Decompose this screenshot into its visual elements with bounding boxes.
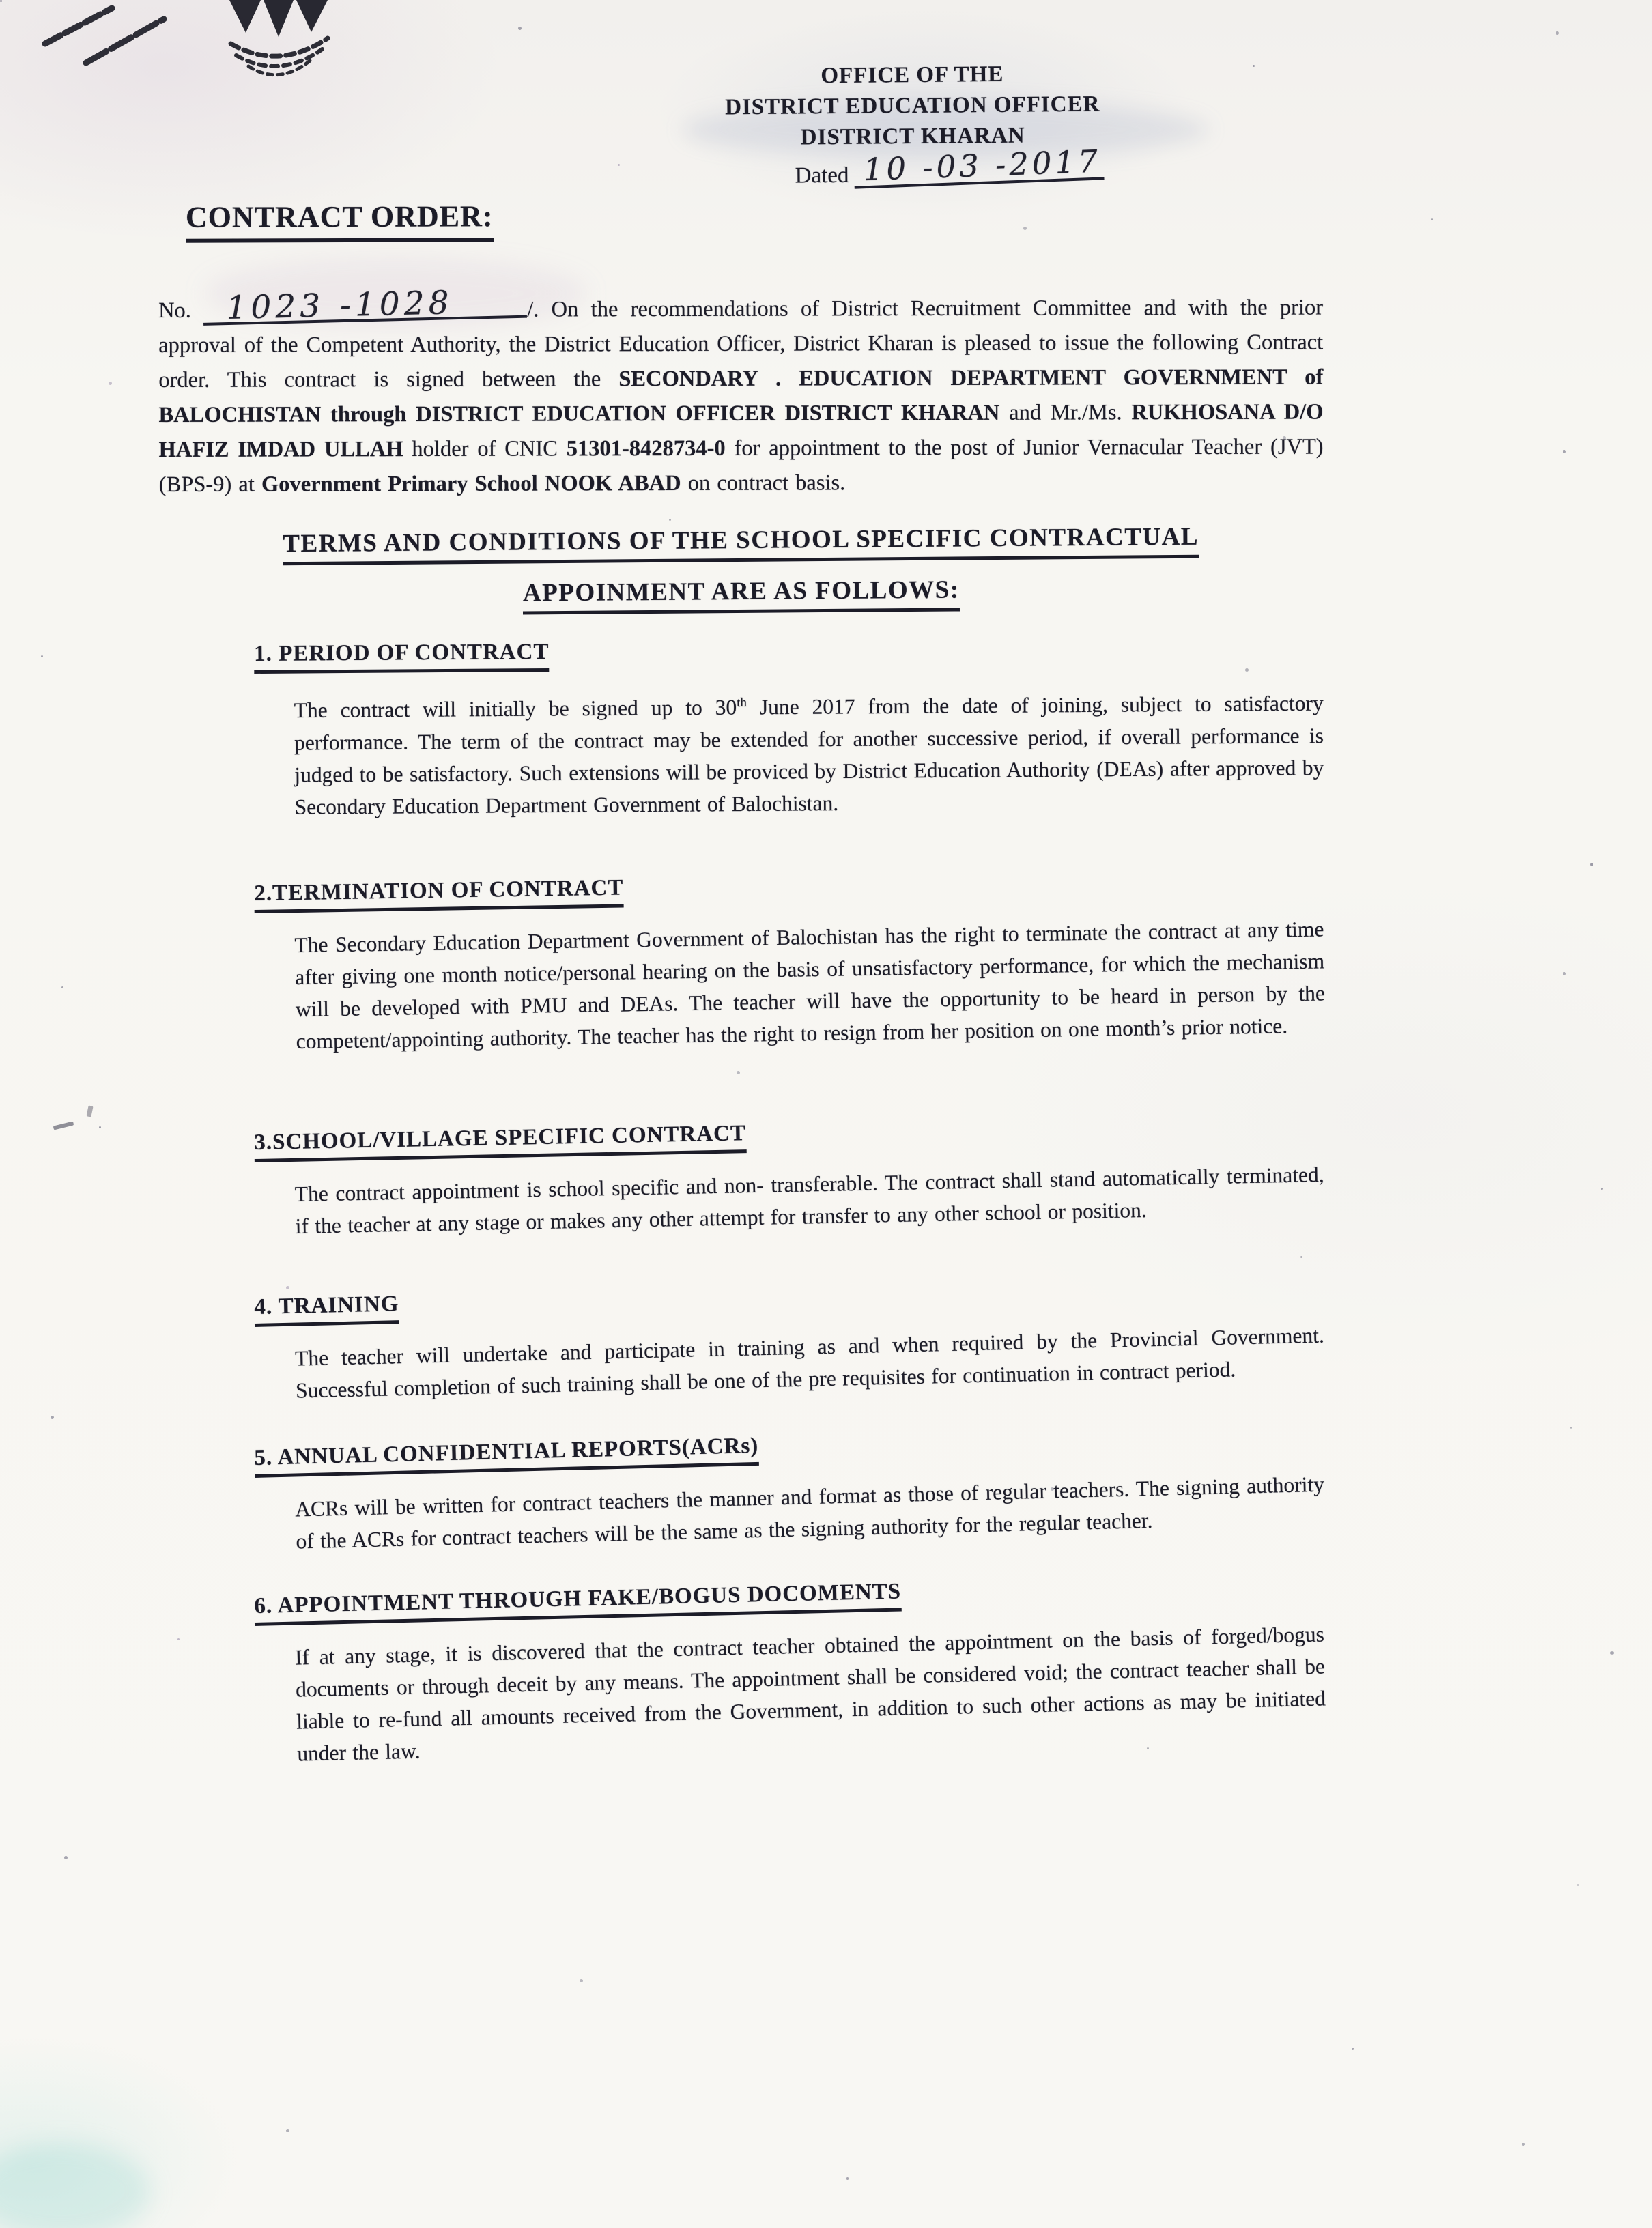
intro-text: for appointment to the post of Junior Vernacular Teacher (JVT) (BPS-9) at [158,434,1324,497]
date-handwritten: 10 -03 -2017 [853,147,1105,188]
section-2-heading: 2.TERMINATION OF CONTRACT [254,876,624,913]
office-line-1: OFFICE OF THE [821,61,1004,89]
scan-smudge [0,2143,150,2228]
terms-heading [158,521,1324,617]
section-6-body: If at any stage, it is discovered that the contract teacher obtained the appointment on the basis of forged/bogus documents or through deceit by any means. The appointment shall be considered void; the contract teacher shall be liable to re-fund all amounts received from the Government, in addition to such other actions as may be initiated under the law. [294,1622,1326,1766]
section-3-heading: 3.SCHOOL/VILLAGE SPECIFIC CONTRACT [254,1121,746,1162]
office-line-2: DISTRICT EDUCATION OFFICER [725,91,1100,120]
order-number-handwritten: 1023 -1028 [203,287,527,325]
section-5-heading: 5. ANNUAL CONFIDENTIAL REPORTS(ACRs) [254,1433,759,1478]
section-4-heading: 4. TRAINING [254,1291,399,1327]
order-no-label: No. [158,298,191,323]
dated-row [650,143,1176,192]
document-body [158,199,1326,1771]
letterhead [649,58,1176,192]
section-3-body: The contract appointment is school specific and non- transferable. The contract shall stand automatically terminated, if the teacher at any stage or makes any other attempt for transfer to any other school or position. [294,1162,1324,1238]
section-1-text: The contract will initially be signed up to 30 [294,695,737,722]
intro-bold-teacher-name: RUKHOSANA D/O HAFIZ IMDAD ULLAH [158,399,1324,462]
pen-scribble-icon [19,0,197,75]
section-5-body: ACRs will be written for contract teachers the manner and format as those of regular teachers. The signing authority of the ACRs for contract teachers will be the same as the signing authority for the regular teacher. [294,1472,1325,1554]
dated-label: Dated [795,162,849,188]
section-1-superscript: th [737,695,747,710]
intro-text: on contract basis. [681,470,846,496]
section-1-heading: 1. PERIOD OF CONTRACT [254,639,550,673]
section-annual-confidential-reports [254,1420,1326,1558]
office-line-3: DISTRICT KHARAN [800,123,1025,150]
margin-artifact [53,1121,74,1130]
intro-text: holder of CNIC [403,435,567,461]
section-2-body: The Secondary Education Department Government of Balochistan has the right to terminate the contract at any time after giving one month notice/personal hearing on the basis of unsatisfactory performance, for which the mechanism will be developed with PMU and DEAs. The teacher will have the opportunity to be heard in person by the competent/appointing authority. The teacher has the right to resign from her position on one month’s prior notice. [294,917,1326,1054]
scan-speckles [0,0,2,2]
intro-text: On the recommendations of District Recruitment Committee and with the prior approval of the Competent Authority, the District Education Officer, District Kharan is pleased to issue the following Contract order. This contract is signed between the [158,295,1324,392]
terms-heading-line-1: TERMS AND CONDITIONS OF THE SCHOOL SPECIFIC CONTRACTUAL [283,522,1199,565]
order-no-suffix: /. [527,297,539,322]
section-termination-of-contract [254,864,1326,1058]
section-1-text: June 2017 from the date of joining, subject to satisfactory performance. The term of the contract may be extended for another successive period, if overall performance is judged to be satisfactory. Such extensions will be proviced by District Education Authority (DEAs) after approved by Secondary Education Department Government of Balochistan. [294,691,1324,818]
intro-bold-school: Government Primary School NOOK ABAD [261,470,681,497]
section-period-of-contract [254,634,1324,823]
section-training [254,1270,1325,1407]
intro-bold-department: SECONDARY . EDUCATION DEPARTMENT GOVERNMENT of BALOCHISTAN through DISTRICT EDUCATION OFFICER DISTRICT KHARAN [158,365,1324,427]
contract-order-title: CONTRACT ORDER: [186,199,494,243]
emblem-stamp-icon [227,0,330,85]
order-intro-paragraph [158,283,1324,502]
section-4-body: The teacher will undertake and participate in training as and when required by the Provincial Government. Successful completion of such training shall be one of the pre requisites for continuation in contract period. [294,1323,1325,1403]
intro-text: and Mr./Ms. [999,399,1132,425]
terms-heading-line-2: APPOINMENT ARE AS FOLLOWS: [523,575,960,614]
section-1-body [294,683,1324,823]
margin-artifact [86,1105,93,1117]
intro-bold-cnic: 51301-8428734-0 [566,435,726,461]
section-6-heading: 6. APPOINTMENT THROUGH FAKE/BOGUS DOCOMENTS [254,1579,902,1625]
section-school-village-specific [254,1110,1325,1243]
section-fake-bogus-documents [254,1569,1326,1770]
